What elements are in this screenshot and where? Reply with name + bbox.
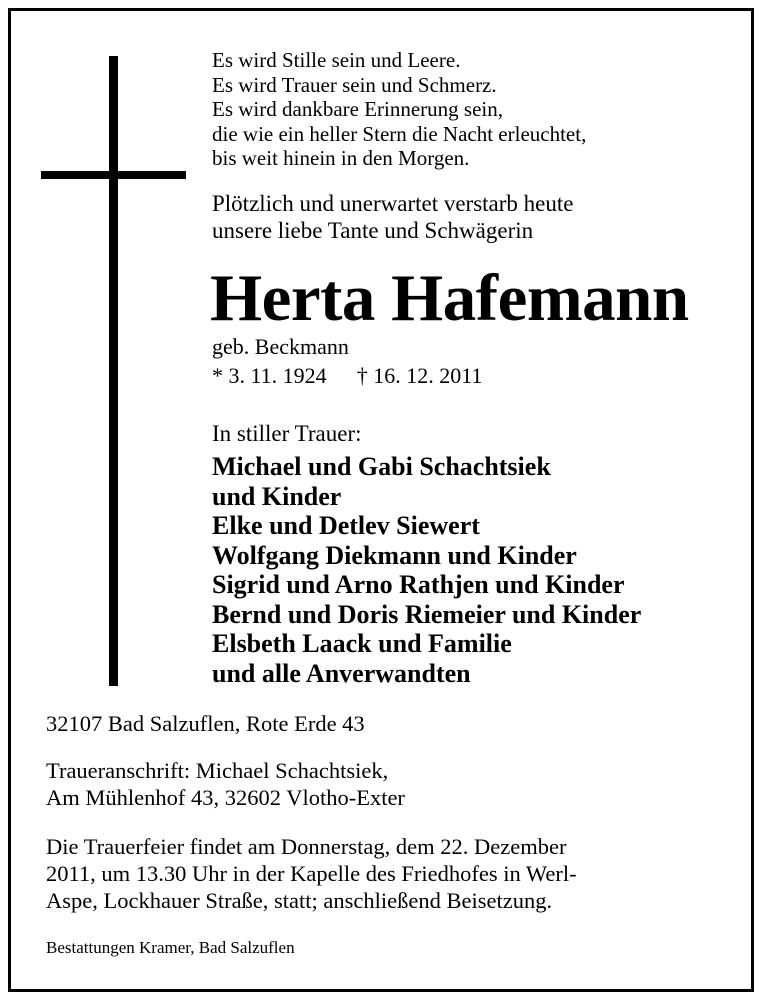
ceremony-line: Aspe, Lockhauer Straße, statt; anschließend Beisetzung. — [46, 888, 553, 913]
cross-icon-bar — [41, 171, 186, 179]
undertaker: Bestattungen Kramer, Bad Salzuflen — [46, 938, 295, 957]
deceased-name: Herta Hafemann — [210, 261, 689, 335]
intro-line: Plötzlich und unerwartet verstarb heute — [212, 191, 574, 216]
family-entry: und alle Anverwandten — [212, 658, 471, 688]
poem-line: Es wird dankbare Erinnerung sein, — [212, 97, 503, 121]
cross-icon — [109, 56, 118, 686]
poem-line: Es wird Stille sein und Leere. — [212, 48, 461, 72]
family-entry: Bernd und Doris Riemeier und Kinder — [212, 599, 642, 629]
family-entry: Michael und Gabi Schachtsiek — [212, 452, 551, 481]
poem-line: die wie ein heller Stern die Nacht erleuchtet, — [212, 121, 587, 146]
intro-line: unsere liebe Tante und Schwägerin — [212, 218, 534, 243]
life-dates — [212, 363, 482, 389]
ceremony-line: 2011, um 13.30 Uhr in der Kapelle des Friedhofes in Werl- — [46, 861, 577, 886]
mourning-address-line: Traueranschrift: Michael Schachtsiek, — [46, 758, 389, 783]
deceased-address — [46, 710, 365, 737]
family-entry: und Kinder — [212, 481, 342, 511]
family-entry: Wolfgang Diekmann und Kinder — [212, 540, 577, 570]
mourning-address — [46, 757, 405, 811]
mourning-label: In stiller Trauer: — [212, 421, 362, 446]
birth-date: * 3. 11. 1924 — [212, 363, 327, 388]
intro-text — [212, 190, 574, 244]
poem — [212, 48, 586, 171]
death-date: † 16. 12. 2011 — [356, 363, 483, 388]
ceremony-info — [46, 833, 577, 914]
maiden-name: geb. Beckmann — [212, 334, 349, 359]
ceremony-line: Die Trauerfeier findet am Donnerstag, dem 22. Dezember — [46, 834, 567, 859]
family-list — [212, 452, 641, 688]
family-entry: Elke und Detlev Siewert — [212, 511, 480, 540]
deceased-address-line: 32107 Bad Salzuflen, Rote Erde 43 — [46, 711, 365, 736]
mourning-address-line: Am Mühlenhof 43, 32602 Vlotho-Exter — [46, 785, 405, 810]
poem-line: Es wird Trauer sein und Schmerz. — [212, 72, 497, 97]
family-entry: Sigrid und Arno Rathjen und Kinder — [212, 570, 625, 599]
family-entry: Elsbeth Laack und Familie — [212, 629, 512, 658]
poem-line: bis weit hinein in den Morgen. — [212, 146, 470, 170]
